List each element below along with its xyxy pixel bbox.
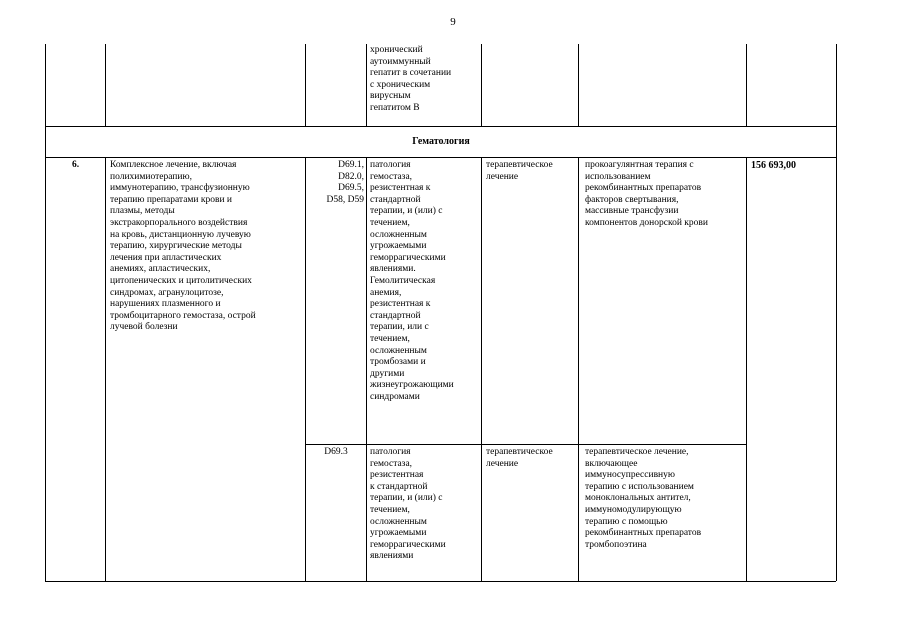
row-divider bbox=[305, 444, 746, 445]
column-divider bbox=[366, 44, 367, 126]
column-divider bbox=[366, 157, 367, 581]
column-divider bbox=[45, 44, 46, 581]
column-divider bbox=[836, 44, 837, 581]
row-number: 6. bbox=[71, 160, 80, 170]
column-divider bbox=[305, 157, 306, 581]
row-divider bbox=[45, 157, 836, 158]
row-divider bbox=[45, 581, 836, 582]
treatment-type-cell: терапевтическое лечение bbox=[486, 447, 553, 469]
pathology-cell: хронический аутоиммунный гепатит в сочетании с хроническим вирусным гепатитом В bbox=[370, 45, 452, 113]
column-divider bbox=[578, 44, 579, 126]
icd-codes-cell: D69.3 bbox=[324, 447, 348, 457]
column-divider bbox=[105, 44, 106, 126]
treatment-method-cell: терапевтическое лечение, включающее иммуносупрессивную терапию с использованием моноклональных антител, иммуномодулирующую терапию с помощью рекомбинантных препаратов тромбопоэтина bbox=[585, 447, 702, 550]
column-divider bbox=[305, 44, 306, 126]
column-divider bbox=[578, 157, 579, 581]
treatment-type-cell: терапевтическое лечение bbox=[486, 160, 553, 182]
column-divider bbox=[481, 157, 482, 581]
column-divider bbox=[746, 157, 747, 581]
column-divider bbox=[481, 44, 482, 126]
row-divider bbox=[45, 126, 836, 127]
care-type-cell: Комплексное лечение, включая полихимиотерапию, иммунотерапию, трансфузионную терапию препаратами крови и плазмы, методы экстракорпорального воздействия на кровь, дистанционную лучевую терапию, хирургические методы лечения при апластических анемиях, апластических, цитопенических и цитолитических синдромах, агранулоцитозе, нарушениях плазменного и тромбоцитарного гемостаза, острой лучевой болезни bbox=[110, 160, 256, 333]
page-number: 9 bbox=[450, 16, 456, 28]
pathology-cell: патология гемостаза, резистентная к стандартной терапии, и (или) с течением, осложненным угрожаемыми геморрагическими явлениями. Гемолитическая анемия, резистентная к стандартной терапии, или с течением, осложненным тромбозами и другими жизнеугрожающими синдромами bbox=[370, 160, 454, 402]
column-divider bbox=[105, 157, 106, 581]
treatment-method-cell: прокоагулянтная терапия с использованием рекомбинантных препаратов факторов свертывания, массивные трансфузии компонентов донорской крови bbox=[585, 160, 708, 228]
section-title: Гематология bbox=[412, 136, 470, 147]
pathology-cell: патология гемостаза, резистентная к стандартной терапии, и (или) с течением, осложненным угрожаемыми геморрагическими явлениями bbox=[370, 447, 446, 562]
icd-codes-cell: D69.1, D82.0, D69.5, D58, D59 bbox=[326, 160, 364, 205]
cost-cell: 156 693,00 bbox=[751, 160, 796, 171]
column-divider bbox=[746, 44, 747, 126]
